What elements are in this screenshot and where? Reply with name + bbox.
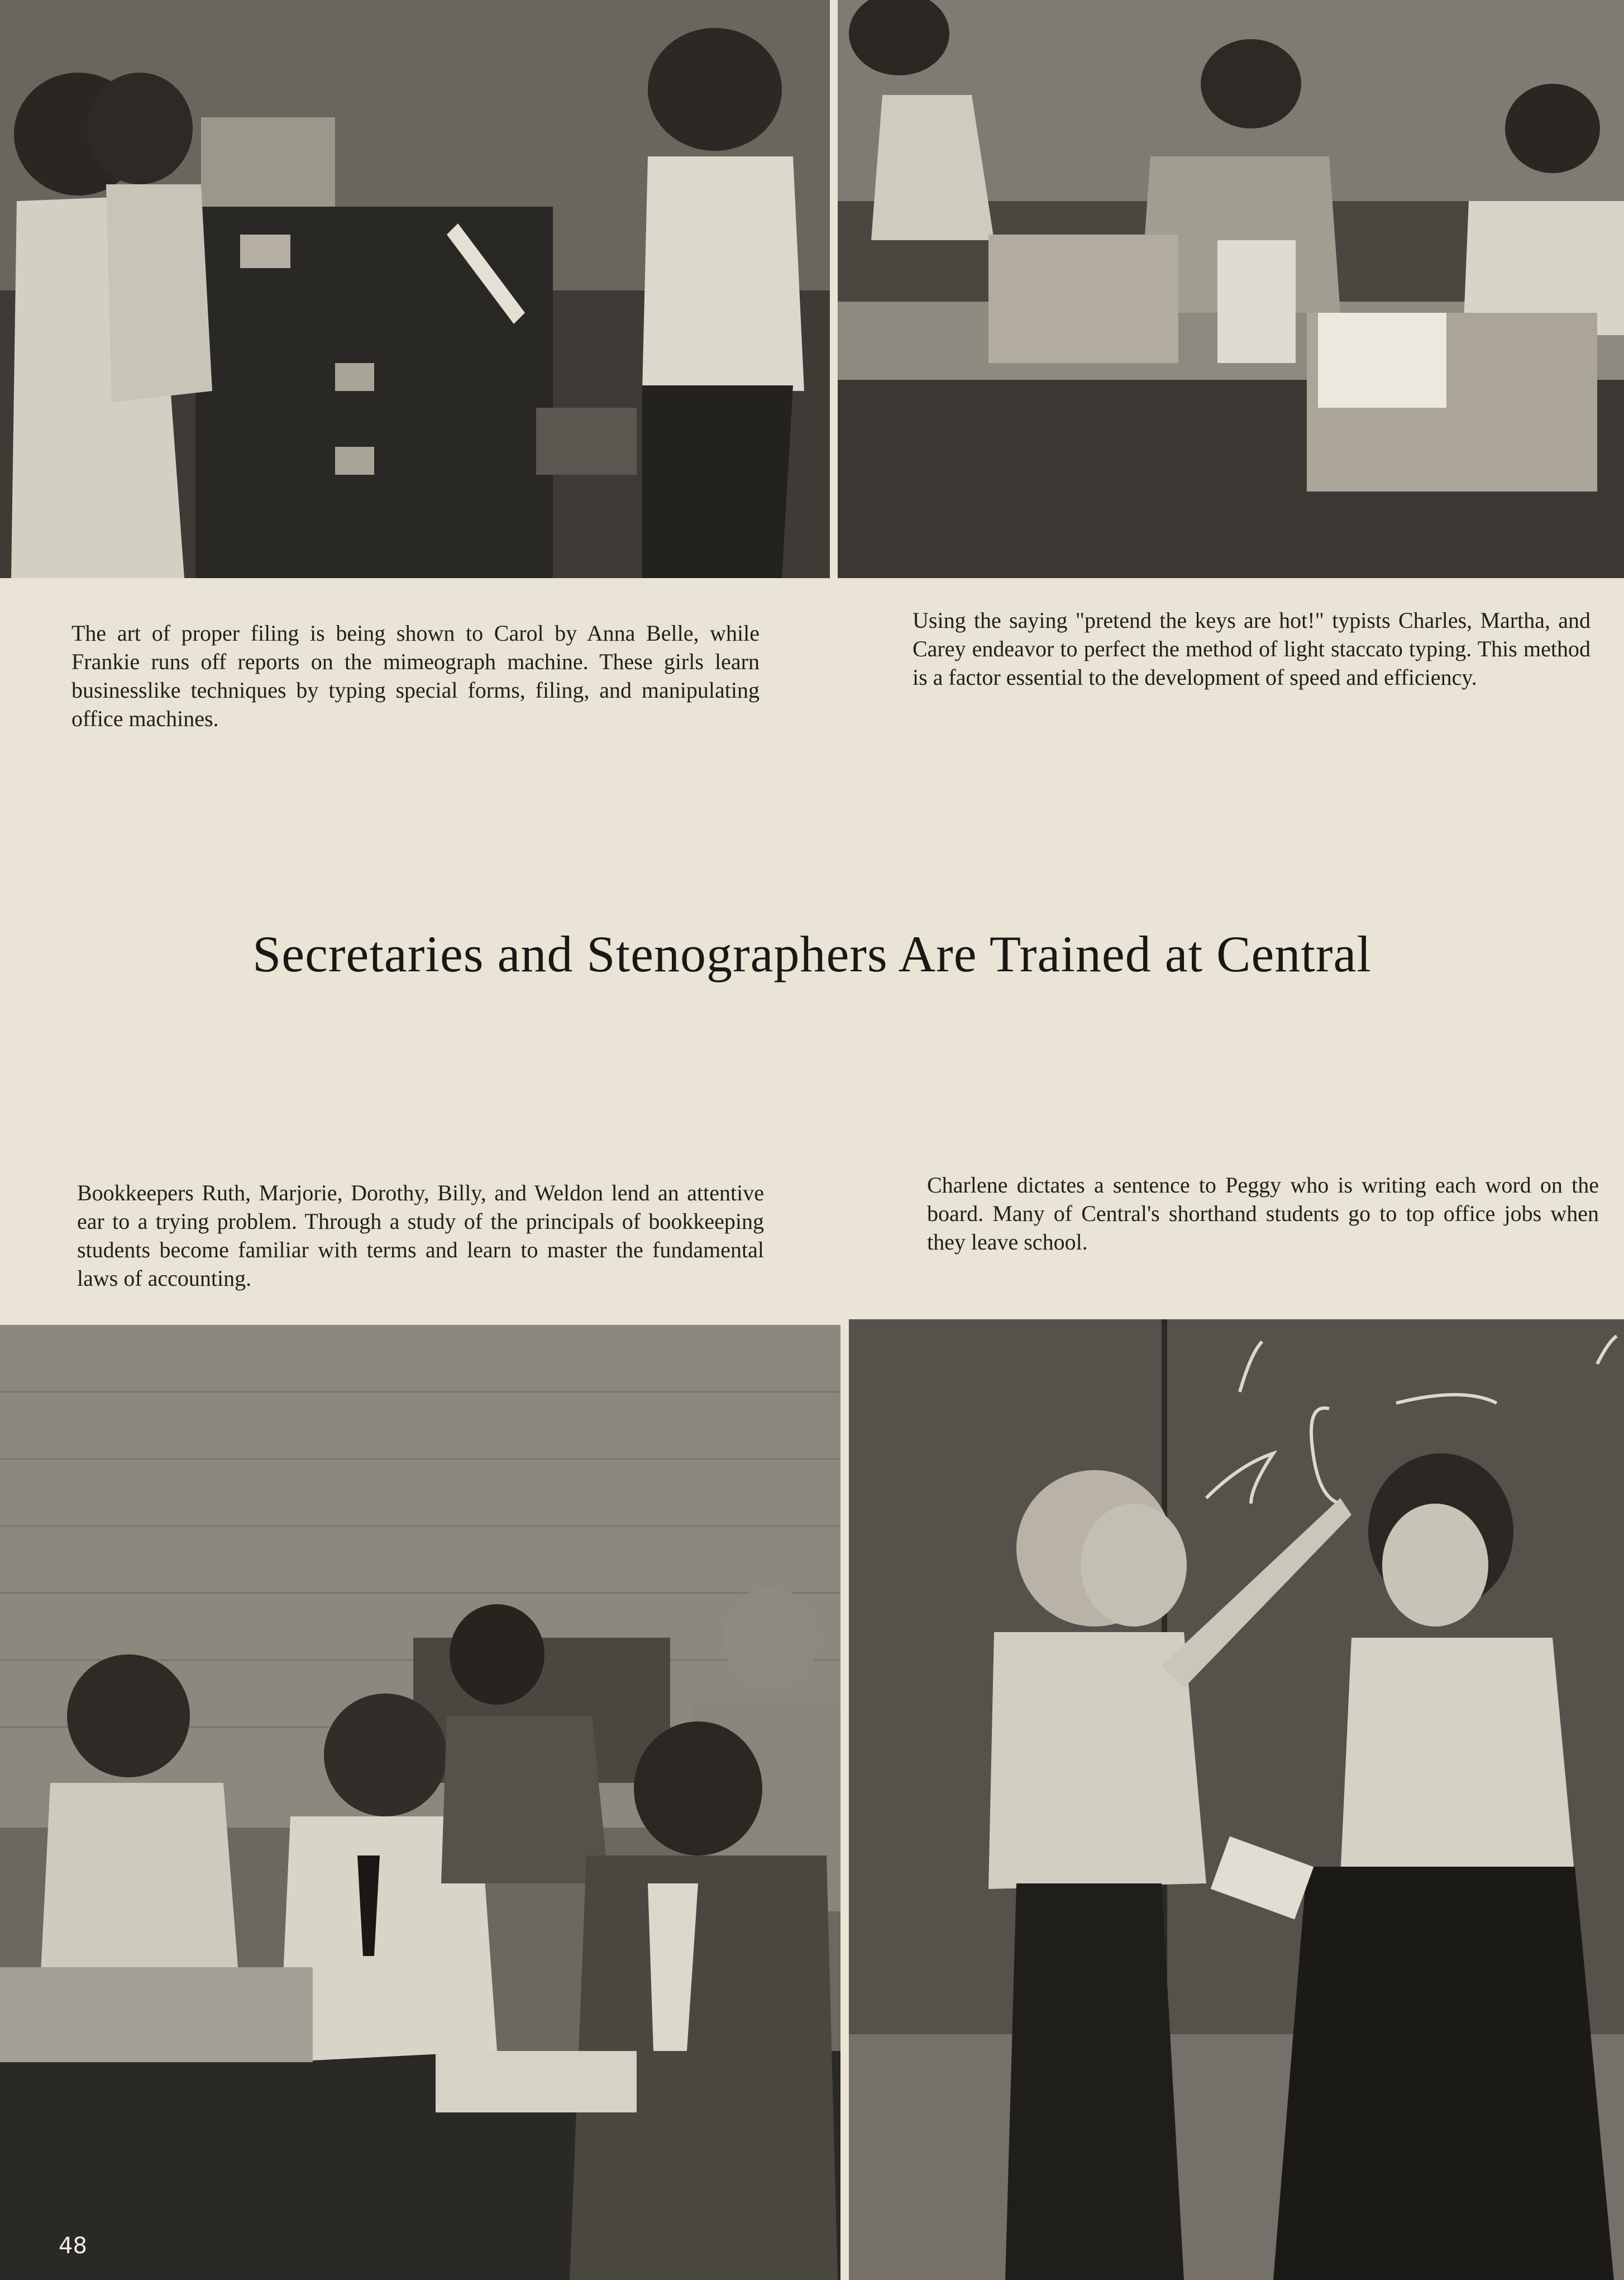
page-number: 48: [59, 2233, 87, 2259]
page-headline: Secretaries and Stenographers Are Trained at Central: [252, 926, 1372, 982]
bookkeeping-photo: [0, 1325, 840, 2280]
typing-photo: [838, 0, 1624, 578]
filing-photo: [0, 0, 830, 578]
bookkeeping-caption: Bookkeepers Ruth, Marjorie, Dorothy, Billy, and Weldon lend an attentive ear to a trying problem. Through a study of the principals of bookkeeping students become familiar with terms and learn to master the fundamental laws of accounting.: [77, 1180, 764, 1291]
shorthand-caption: Charlene dictates a sentence to Peggy who is writing each word on the board. Many of Central's shorthand students go to top office jobs when they leave school.: [927, 1172, 1599, 1255]
filing-caption: The art of proper filing is being shown to Carol by Anna Belle, while Frankie runs off reports on the mimeograph machine. These girls learn businesslike techniques by typing special forms, filing, and manipulating office machines.: [71, 621, 760, 731]
typing-caption: Using the saying "pretend the keys are hot!" typists Charles, Martha, and Carey endeavor to perfect the method of light staccato typing. This method is a factor essential to the development of speed and efficiency.: [913, 608, 1590, 690]
shorthand-photo: [849, 1319, 1624, 2280]
